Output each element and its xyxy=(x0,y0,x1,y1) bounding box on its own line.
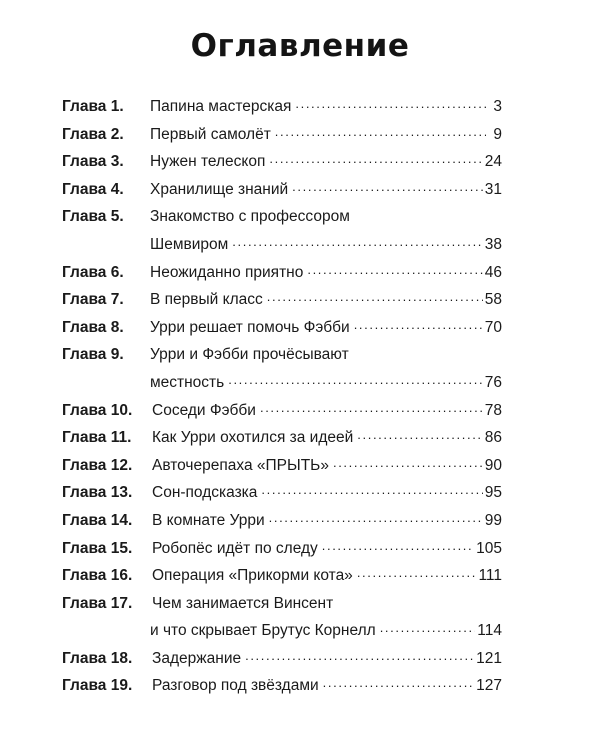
page-number: 95 xyxy=(484,484,502,502)
dot-leader xyxy=(307,264,482,278)
toc-entry-2 xyxy=(62,121,502,149)
toc-entry-18 xyxy=(62,645,502,673)
chapter-title: Разговор под звёздами xyxy=(152,677,319,695)
chapter-label: Глава 14. xyxy=(62,511,133,529)
chapter-label: Глава 19. xyxy=(62,677,133,695)
dot-leader xyxy=(269,153,482,167)
toc-entry-4 xyxy=(62,176,502,204)
toc-entry-3 xyxy=(62,148,502,176)
toc-entry-5 xyxy=(62,203,502,258)
toc-entry-9 xyxy=(62,341,502,396)
page-number: 86 xyxy=(484,429,502,447)
chapter-title: Урри и Фэбби прочёсывают xyxy=(150,346,349,364)
page-number: 58 xyxy=(484,291,502,309)
page-number: 90 xyxy=(484,456,502,474)
chapter-label: Глава 6. xyxy=(62,263,124,281)
dot-leader xyxy=(357,567,477,581)
chapter-title: Сон-подсказка xyxy=(152,484,258,502)
toc-entry-17 xyxy=(62,590,502,645)
toc-entry-16 xyxy=(62,562,502,590)
chapter-title: Хранилище знаний xyxy=(150,180,289,198)
chapter-title-continued: Шемвиром xyxy=(150,235,229,253)
chapter-label: Глава 10. xyxy=(62,401,133,419)
toc-entry-10 xyxy=(62,397,502,425)
page-title: Оглавление xyxy=(190,28,410,64)
chapter-label: Глава 18. xyxy=(62,649,133,667)
chapter-label: Глава 4. xyxy=(62,180,124,198)
page-number: 105 xyxy=(476,539,502,557)
page-number: 121 xyxy=(476,649,502,667)
page-number: 46 xyxy=(484,263,502,281)
chapter-title: Папина мастерская xyxy=(150,98,292,115)
chapter-label: Глава 8. xyxy=(62,318,124,336)
page-number: 24 xyxy=(484,153,502,171)
chapter-title: Операция «Прикорми кота» xyxy=(152,567,353,585)
dot-leader xyxy=(267,291,483,305)
table-of-contents xyxy=(62,93,502,700)
dot-leader xyxy=(269,512,483,526)
page-number: 31 xyxy=(484,180,502,198)
toc-entry-12 xyxy=(62,452,502,480)
toc-entry-7 xyxy=(62,286,502,314)
chapter-title: Авточерепаха «ПРЫТЬ» xyxy=(152,456,329,474)
toc-entry-8 xyxy=(62,314,502,342)
dot-leader xyxy=(228,374,483,388)
chapter-title: Знакомство с профессором xyxy=(150,208,350,226)
chapter-title: Урри решает помочь Фэбби xyxy=(150,318,350,336)
dot-leader xyxy=(323,677,474,691)
chapter-label: Глава 13. xyxy=(62,484,133,502)
dot-leader xyxy=(260,402,483,416)
dot-leader xyxy=(380,622,476,636)
chapter-title: В комнате Урри xyxy=(152,511,265,529)
page-number: 111 xyxy=(478,567,502,585)
page-number: 76 xyxy=(484,373,502,391)
chapter-label: Глава 11. xyxy=(62,429,132,447)
dot-leader xyxy=(261,484,482,498)
chapter-title-continued: и что скрывает Брутус Корнелл xyxy=(150,622,376,640)
chapter-title: В первый класс xyxy=(150,291,263,309)
page-number: 99 xyxy=(484,511,502,529)
page-number: 9 xyxy=(493,125,502,143)
toc-entry-19 xyxy=(62,672,502,700)
chapter-title: Соседи Фэбби xyxy=(152,401,256,419)
toc-entry-1 xyxy=(62,93,502,121)
toc-entry-13 xyxy=(62,479,502,507)
toc-entry-15 xyxy=(62,535,502,563)
dot-leader xyxy=(232,236,482,250)
chapter-label: Глава 16. xyxy=(62,567,133,585)
page-number: 70 xyxy=(484,318,502,336)
page-number: 127 xyxy=(476,677,502,695)
dot-leader xyxy=(245,650,474,664)
dot-leader xyxy=(357,429,482,443)
chapter-title: Задержание xyxy=(152,649,242,667)
toc-entry-14 xyxy=(62,507,502,535)
chapter-label: Глава 5. xyxy=(62,208,124,226)
dot-leader xyxy=(354,319,483,333)
chapter-title: Как Урри охотился за идеей xyxy=(152,429,354,447)
chapter-label: Глава 3. xyxy=(62,153,124,171)
dot-leader xyxy=(292,181,483,195)
chapter-title: Нужен телескоп xyxy=(150,153,266,171)
chapter-label: Глава 2. xyxy=(62,125,124,143)
chapter-label: Глава 15. xyxy=(62,539,133,557)
chapter-label: Глава 12. xyxy=(62,456,133,474)
dot-leader xyxy=(333,457,483,471)
dot-leader xyxy=(275,126,486,140)
chapter-label: Глава 1. xyxy=(62,98,124,115)
chapter-label: Глава 7. xyxy=(62,291,124,309)
dot-leader xyxy=(295,98,486,112)
page-number: 114 xyxy=(477,622,502,640)
page-number: 3 xyxy=(493,98,502,115)
chapter-title: Робопёс идёт по следу xyxy=(152,539,318,557)
page-number: 38 xyxy=(484,235,502,253)
chapter-label: Глава 9. xyxy=(62,346,124,364)
toc-entry-11 xyxy=(62,424,502,452)
chapter-title-continued: местность xyxy=(150,373,225,391)
dot-leader xyxy=(322,540,474,554)
chapter-label: Глава 17. xyxy=(62,594,133,612)
toc-entry-6 xyxy=(62,259,502,287)
chapter-title: Чем занимается Винсент xyxy=(152,594,334,612)
page-number: 78 xyxy=(484,401,502,419)
chapter-title: Неожиданно приятно xyxy=(150,263,304,281)
chapter-title: Первый самолёт xyxy=(150,125,271,143)
